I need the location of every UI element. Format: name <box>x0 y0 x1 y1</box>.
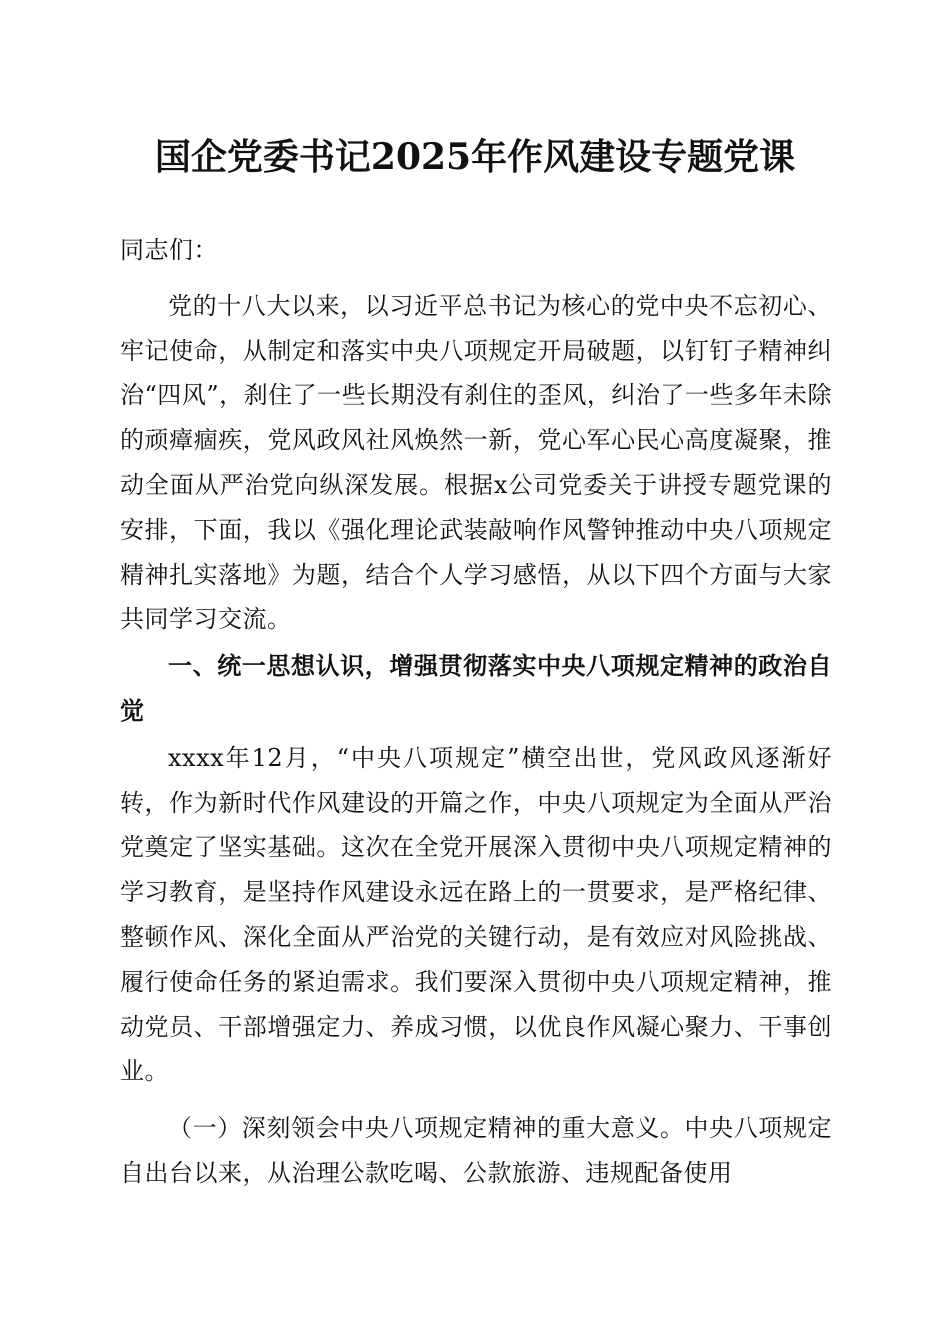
section-1-paragraph: xxxx年12月，“中央八项规定”横空出世，党风政风逐渐好转，作为新时代作风建设的开篇之作，中央八项规定为全面从严治党奠定了坚实基础。这次在全党开展深入贯彻中央八项规定精神的学习教育，是坚持作风建设永远在路上的一贯要求，是严格纪律、整顿作风、深化全面从严治党的关键行动，是有效应对风险挑战、履行使命任务的紧迫需求。我们要深入贯彻中央八项规定精神，推动党员、干部增强定力、养成习惯，以优良作风凝心聚力、干事创业。 <box>120 743 832 1086</box>
document-body <box>120 228 832 1196</box>
section-heading-1: 一、统一思想认识，增强贯彻落实中央八项规定精神的政治自觉 <box>120 652 832 725</box>
subsection-1-paragraph: （一）深刻领会中央八项规定精神的重大意义。中央八项规定自出台以来，从治理公款吃喝、公款旅游、违规配备使用 <box>120 1114 832 1187</box>
intro-paragraph: 党的十八大以来，以习近平总书记为核心的党中央不忘初心、牢记使命，从制定和落实中央八项规定开局破题，以钉钉子精神纠治“四风”，刹住了一些长期没有刹住的歪风，纠治了一些多年未除的顽瘴痼疾，党风政风社风焕然一新，党心军心民心高度凝聚，推动全面从严治党向纵深发展。根据x公司党委关于讲授专题党课的安排，下面，我以《强化理论武装敲响作风警钟推动中央八项规定精神扎实落地》为题，结合个人学习感悟，从以下四个方面与大家共同学习交流。 <box>120 291 832 634</box>
document-title: 国企党委书记2025年作风建设专题党课 <box>154 136 796 178</box>
salutation: 同志们： <box>120 236 218 264</box>
